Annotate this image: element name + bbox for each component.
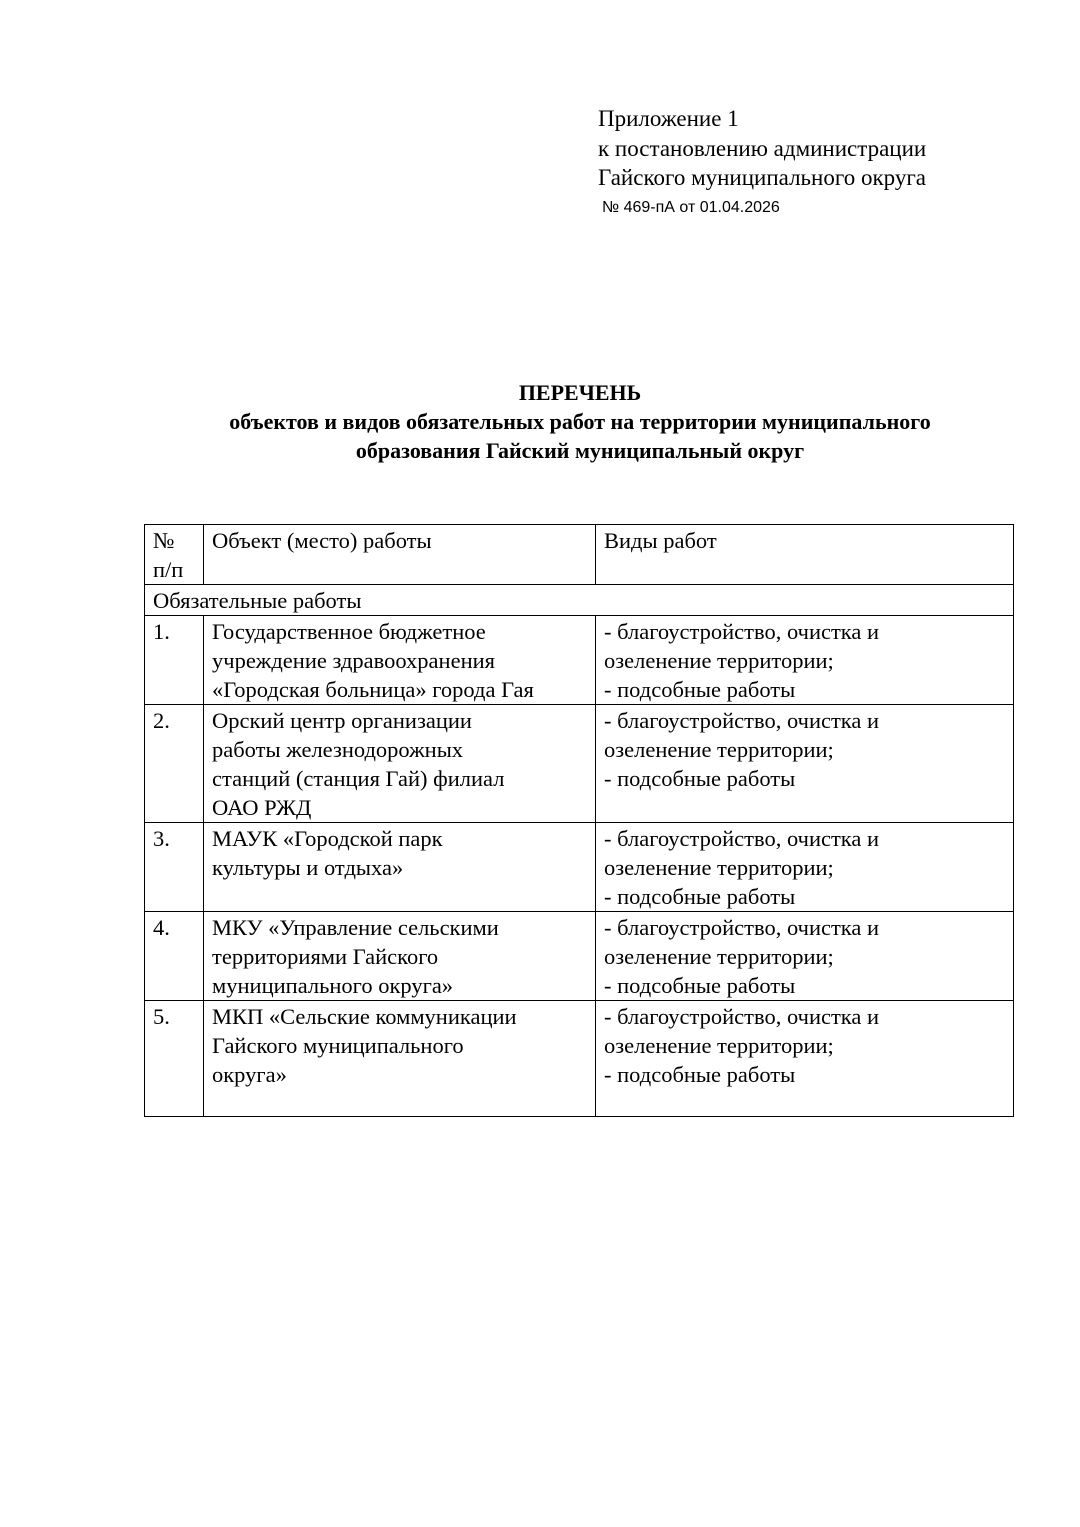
row-number: 3. bbox=[145, 823, 204, 912]
row-number: 5. bbox=[145, 1001, 204, 1117]
row-object: Орский центр организации работы железнодорожных станций (станция Гай) филиал ОАО РЖД bbox=[204, 705, 596, 823]
title-heading: ПЕРЕЧЕНЬ bbox=[518, 380, 642, 405]
title-line-2: образования Гайский муниципальный округ bbox=[355, 438, 805, 463]
row-works: - благоустройство, очистка и озеленение территории; - подсобные работы bbox=[596, 705, 1014, 823]
header-number: № п/п bbox=[145, 525, 204, 585]
row-number: 1. bbox=[145, 616, 204, 705]
works-table bbox=[144, 524, 1014, 1117]
table-row bbox=[145, 616, 1014, 705]
appendix-block bbox=[598, 104, 926, 218]
row-works: - благоустройство, очистка и озеленение территории; - подсобные работы bbox=[596, 823, 1014, 912]
row-works: - благоустройство, очистка и озеленение территории; - подсобные работы bbox=[596, 616, 1014, 705]
section-label: Обязательные работы bbox=[145, 585, 1014, 616]
appendix-reference-number: № 469-пА от 01.04.2026 bbox=[602, 198, 780, 216]
title-line-1: объектов и видов обязательных работ на территории муниципального bbox=[229, 409, 931, 434]
row-number: 4. bbox=[145, 912, 204, 1001]
appendix-title: Приложение 1 bbox=[598, 106, 739, 131]
table-row bbox=[145, 705, 1014, 823]
document-title bbox=[140, 378, 1020, 465]
appendix-resolution-line: к постановлению администрации bbox=[598, 135, 927, 161]
row-object: Государственное бюджетное учреждение здравоохранения «Городская больница» города Гая bbox=[204, 616, 596, 705]
row-works: - благоустройство, очистка и озеленение территории; - подсобные работы bbox=[596, 1001, 1014, 1117]
row-object: МКП «Сельские коммуникации Гайского муниципального округа» bbox=[204, 1001, 596, 1117]
table-row bbox=[145, 1001, 1014, 1117]
row-object: МАУК «Городской парк культуры и отдыха» bbox=[204, 823, 596, 912]
row-object: МКУ «Управление сельскими территориями Гайского муниципального округа» bbox=[204, 912, 596, 1001]
header-works: Виды работ bbox=[596, 525, 1014, 585]
row-number: 2. bbox=[145, 705, 204, 823]
table-section-row bbox=[145, 585, 1014, 616]
table-row bbox=[145, 912, 1014, 1001]
appendix-district-line: Гайского муниципального округа bbox=[598, 165, 926, 190]
table-row bbox=[145, 823, 1014, 912]
header-object: Объект (место) работы bbox=[204, 525, 596, 585]
row-works: - благоустройство, очистка и озеленение территории; - подсобные работы bbox=[596, 912, 1014, 1001]
table-header-row bbox=[145, 525, 1014, 585]
